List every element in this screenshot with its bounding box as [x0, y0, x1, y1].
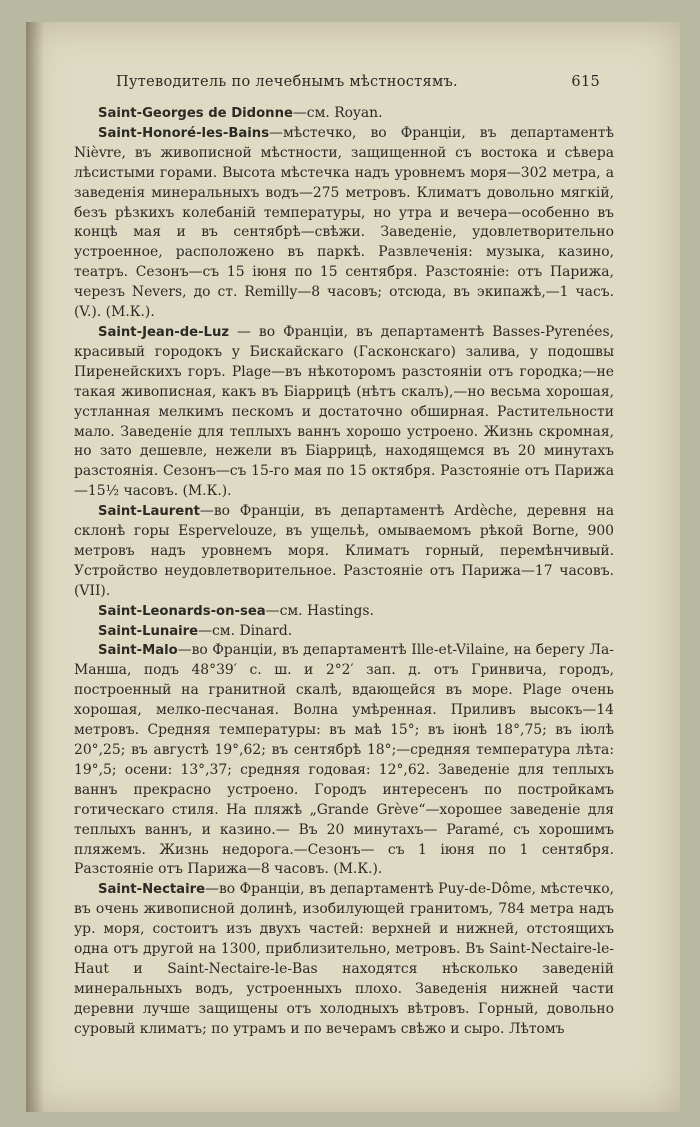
- page-body: [74, 104, 614, 1040]
- entry-term: Saint-Malo: [98, 643, 178, 659]
- entry-saint-georges: [74, 104, 614, 124]
- entry-text: —мѣстечко, во Франціи, въ департаментѣ Nièvre, въ живописной мѣстности, защищенной съ востока и сѣвера лѣсистыми горами. Высота мѣстечка надъ уровнемъ моря—302 метра, а заведенія минеральныхъ водъ—275 метровъ. Климатъ довольно мягкій, безъ рѣзкихъ колебаній температуры, но утра и вечера—особенно въ концѣ мая и въ сентябрѣ—свѣжи. Заведеніе, удовлетворительно устроенное, расположено въ паркѣ. Развлеченія: музыка, казино, театръ. Сезонъ—съ 15 іюня по 15 сентября. Разстояніе: отъ Парижа, черезъ Nevers, до ст. Remilly—8 часовъ; отсюда, въ экипажѣ,—1 часъ. (V.). (М.К.).: [74, 124, 614, 321]
- entry-term: Saint-Georges de Didonne: [98, 106, 293, 121]
- entry-saint-honore: [74, 124, 614, 323]
- entry-saint-malo: [74, 641, 614, 880]
- entry-text: —см. Hastings.: [265, 602, 374, 619]
- entry-term: Saint-Jean-de-Luz: [98, 324, 230, 340]
- entry-term: Saint-Laurent: [98, 504, 200, 520]
- entry-term: Saint-Nectaire: [98, 882, 206, 898]
- entry-saint-leonards: [74, 602, 614, 622]
- entry-term: Saint-Lunaire: [98, 623, 199, 639]
- entry-saint-laurent: [74, 502, 614, 602]
- page-gutter-shadow: [26, 22, 44, 1112]
- page-number: 615: [571, 74, 600, 90]
- entry-text: —во Франціи, въ департаментѣ Ille-et-Vilaine, на берегу Ла-Манша, подъ 48°39′ с. ш. и 2°2′ зап. д. отъ Гринвича, городъ, построенный на гранитной скалѣ, вдающейся въ море. Plage очень хорошая, мелко-песчаная. Волна умѣренная. Приливъ высокъ—14 метровъ. Средняя температуры: въ маѣ 15°; въ іюнѣ 18°,75; въ іюлѣ 20°,25; въ августѣ 19°,62; въ сентябрѣ 18°;—средняя температура лѣта: 19°,5; осени: 13°,37; средняя годовая: 12°,62. Заведеніе для теплыхъ ваннъ прекрасно устроено. Городъ интересенъ по постройкамъ готическаго стиля. На пляжѣ „Grande Grève“—хорошее заведеніе для теплыхъ ваннъ, и казино.— Въ 20 минутахъ— Paramé, съ хорошимъ пляжемъ. Жизнь недорога.—Сезонъ— съ 1 іюня по 1 сентября. Разстояніе отъ Парижа—8 часовъ. (М.К.).: [74, 642, 614, 878]
- entry-text: —см. Royan.: [292, 105, 383, 121]
- entry-text: — во Франціи, въ департаментѣ Basses-Pyrenées, красивый городокъ у Бискайскаго (Гасконскаго) залива, у подошвы Пиренейскихъ горъ. Plage—въ нѣкоторомъ разстояніи отъ городка;—не такая живописная, какъ въ Біаррицѣ (нѣтъ скалъ),—но весьма хорошая, устланная мелкимъ пескомъ и достаточно обширная. Растительности мало. Заведеніе для теплыхъ ваннъ хорошо устроено. Жизнь скромная, но зато дешевле, нежели въ Біаррицѣ, находящемся въ 20 минутахъ разстоянія. Сезонъ—съ 15-го мая по 15 октября. Разстояніе отъ Парижа—15½ часовъ. (М.К.).: [74, 323, 614, 500]
- entry-term: Saint-Honoré-les-Bains: [98, 125, 270, 141]
- entry-text: —во Франціи, въ департаментѣ Ardèche, деревня на склонѣ горы Espervelouze, въ ущельѣ, омываемомъ рѣкой Borne, 900 метровъ надъ уровнемъ моря. Климатъ горный, перемѣнчивый. Устройство неудовлетворительное. Разстояніе отъ Парижа—17 часовъ. (VII).: [74, 503, 614, 599]
- entry-saint-jean-de-luz: [74, 323, 614, 502]
- entry-term: Saint-Leonards-on-sea: [98, 603, 266, 619]
- entry-text: —см. Dinard.: [198, 622, 293, 639]
- entry-saint-lunaire: [74, 622, 614, 642]
- running-title: Путеводитель по лечебнымъ мѣстностямъ.: [116, 74, 458, 90]
- entry-saint-nectaire: [74, 880, 614, 1039]
- entry-text: —во Франціи, въ департаментѣ Puy-de-Dôme, мѣстечко, въ очень живописной долинѣ, изобилующей гранитомъ, 784 метра надъ ур. моря, состоитъ изъ двухъ частей: верхней и нижней, отстоящихъ одна отъ другой на 1300, приблизительно, метровъ. Въ Saint-Nectaire-le-Haut и Saint-Nectaire-le-Bas находятся нѣсколько заведеній минеральныхъ водъ, устроенныхъ плохо. Заведенія нижней части деревни лучше защищены отъ холодныхъ вѣтровъ. Горный, довольно суровый климатъ; по утрамъ и по вечерамъ свѣжо и сыро. Лѣтомъ: [74, 881, 614, 1037]
